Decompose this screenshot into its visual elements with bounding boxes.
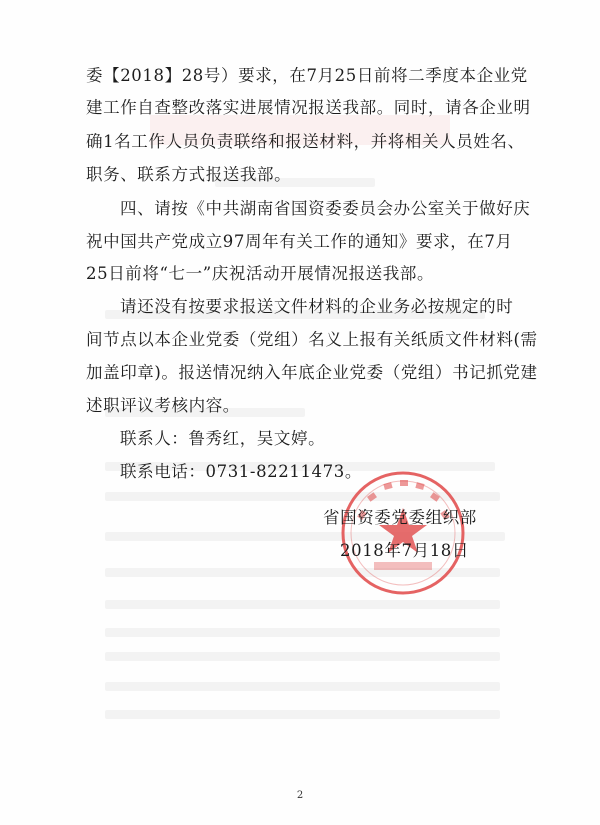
body-line-4: 职务、联系方式报送我部。 [86, 165, 292, 184]
body-line-6: 祝中国共产党成立97周年有关工作的通知》要求，在7月 [86, 232, 513, 251]
body-line-1: 委【2018】28号）要求，在7月25日前将二季度本企业党 [86, 66, 528, 85]
body-line-3: 确1名工作人员负责联络和报送材料，并将相关人员姓名、 [86, 132, 525, 151]
official-seal-stamp [338, 468, 468, 598]
page-number: 2 [296, 790, 304, 801]
signing-date: 2018年7月18日 [340, 541, 469, 560]
contact-phone: 联系电话：0731-82211473。 [120, 462, 362, 481]
body-line-9: 间节点以本企业党委（党组）名义上报有关纸质文件材料(需 [86, 330, 538, 349]
body-line-10: 加盖印章)。报送情况纳入年底企业党委（党组）书记抓党建 [86, 363, 538, 382]
body-line-11: 述职评议考核内容。 [86, 396, 240, 415]
body-line-2: 建工作自查整改落实进展情况报送我部。同时，请各企业明 [86, 98, 531, 117]
contact-person: 联系人：鲁秀红，吴文婷。 [120, 429, 326, 448]
signing-organization: 省国资委党委组织部 [323, 508, 477, 527]
body-line-8: 请还没有按要求报送文件材料的企业务必按规定的时 [120, 297, 514, 316]
body-line-7: 25日前将“七一”庆祝活动开展情况报送我部。 [86, 264, 435, 283]
body-line-5: 四、请按《中共湖南省国资委委员会办公室关于做好庆 [120, 199, 531, 218]
